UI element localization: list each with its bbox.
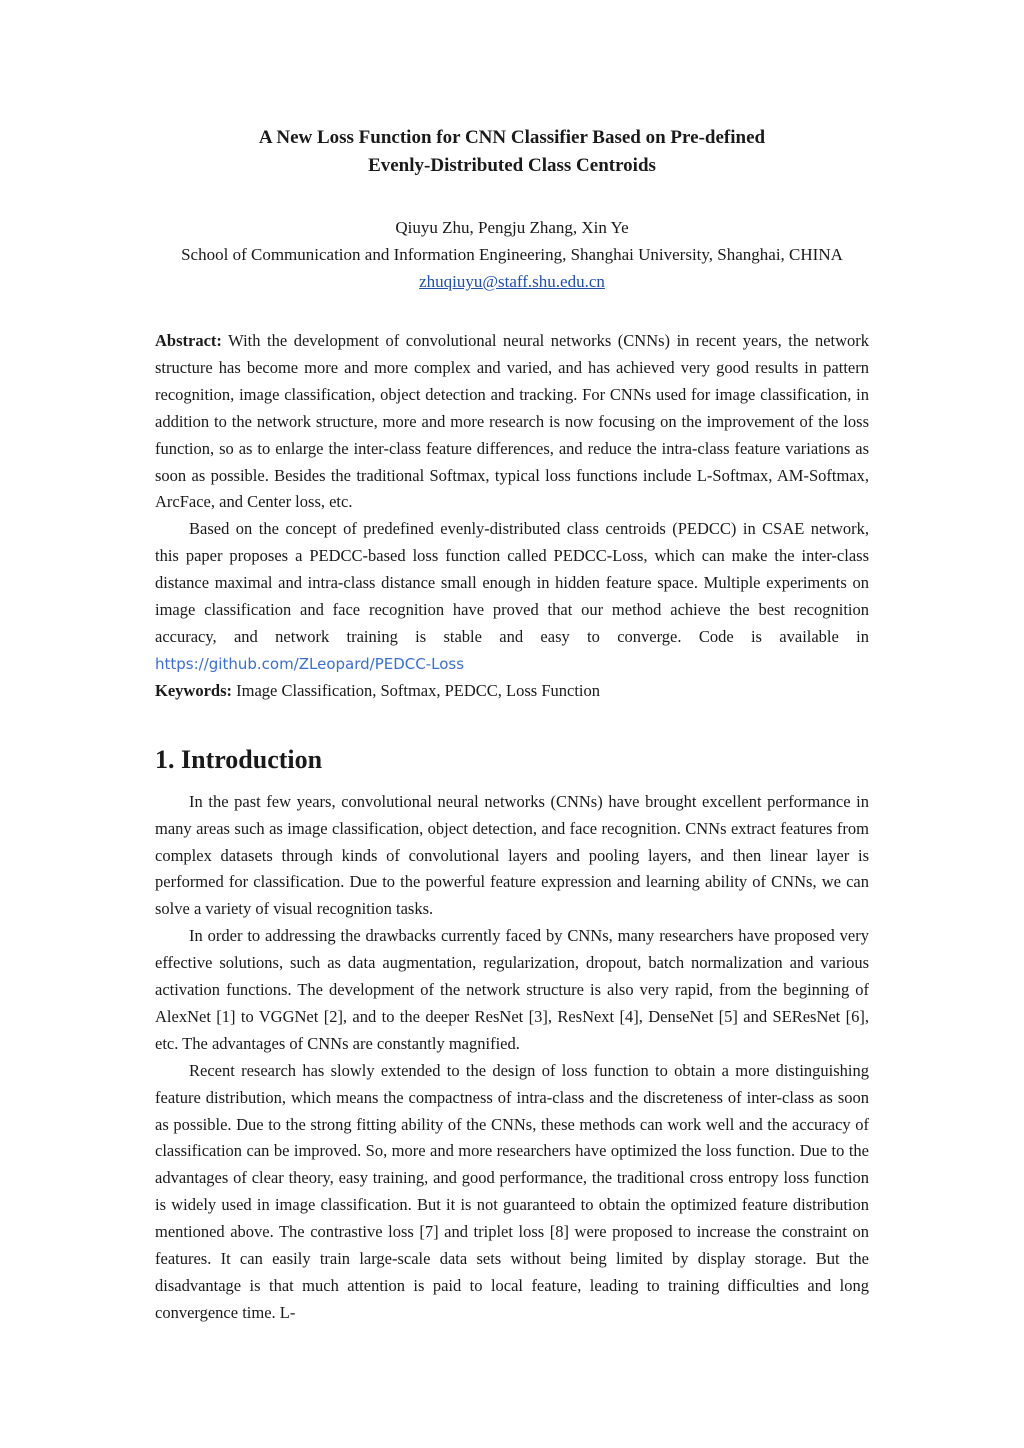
abstract-paragraph-2 bbox=[155, 516, 869, 677]
paper-title bbox=[155, 124, 869, 180]
paper-page bbox=[155, 124, 869, 1327]
keywords-text: Image Classification, Softmax, PEDCC, Loss Function bbox=[232, 680, 601, 700]
code-repository-link[interactable]: https://github.com/ZLeopard/PEDCC-Loss bbox=[155, 654, 465, 673]
introduction-heading: 1. Introduction bbox=[155, 744, 323, 774]
author-names: Qiuyu Zhu, Pengju Zhang, Xin Ye bbox=[395, 218, 629, 237]
abstract-label: Abstract: bbox=[155, 331, 222, 350]
paper-title-line-1: A New Loss Function for CNN Classifier Based on Pre-defined bbox=[258, 127, 766, 148]
abstract-section bbox=[155, 328, 869, 678]
abstract-text-1: With the development of convolutional neural networks (CNNs) in recent years, the network structure has become more and more complex and varied, and has achieved very good results in pattern recognition, image classification, object detection and tracking. For CNNs used for image classification, in addition to the network structure, more and more research is now focusing on the improvement of the loss function, so as to enlarge the inter-class feature differences, and reduce the intra-class feature variations as soon as possible. Besides the traditional Softmax, typical loss functions include L-Softmax, AM-Softmax, ArcFace, and Center loss, etc. bbox=[155, 331, 870, 512]
author-block bbox=[155, 214, 869, 295]
introduction-section bbox=[155, 789, 869, 1327]
keywords-label: Keywords: bbox=[155, 680, 232, 700]
keywords-line bbox=[155, 678, 869, 705]
introduction-paragraph-3: Recent research has slowly extended to the design of loss function to obtain a more distinguishing feature distribution, which means the compactness of intra-class and the discreteness of inter-class as soon as possible. Due to the strong fitting ability of the CNNs, these methods can work well and the accuracy of classification can be improved. So, more and more researchers have optimized the loss function. Due to the advantages of clear theory, easy training, and good performance, the traditional cross entropy loss function is widely used in image classification. But it is not guaranteed to obtain the optimized feature distribution mentioned above. The contrastive loss [7] and triplet loss [8] were proposed to increase the constraint on features. It can easily train large-scale data sets without being limited by display storage. But the disadvantage is that much attention is paid to local feature, leading to training difficulties and long convergence time. L- bbox=[155, 1060, 869, 1322]
paper-title-line-2: Evenly-Distributed Class Centroids bbox=[368, 155, 656, 176]
introduction-paragraph-1: In the past few years, convolutional neural networks (CNNs) have brought excellent performance in many areas such as image classification, object detection, and face recognition. CNNs extract features from complex datasets through kinds of convolutional layers and pooling layers, and then linear layer is performed for classification. Due to the powerful feature expression and learning ability of CNNs, we can solve a variety of visual recognition tasks. bbox=[155, 791, 869, 919]
abstract-paragraph-1 bbox=[155, 328, 869, 516]
author-affiliation: School of Communication and Information Engineering, Shanghai University, Shanghai, CHINA bbox=[181, 245, 843, 264]
abstract-text-2: Based on the concept of predefined evenly-distributed class centroids (PEDCC) in CSAE network, this paper proposes a PEDCC-based loss function called PEDCC-Loss, which can make the inter-class distance maximal and intra-class distance small enough in hidden feature space. Multiple experiments on image classification and face recognition have proved that our method achieve the best recognition accuracy, and network training is stable and easy to converge. Code is available in bbox=[155, 519, 869, 646]
introduction-paragraph-2: In order to addressing the drawbacks currently faced by CNNs, many researchers have proposed very effective solutions, such as data augmentation, regularization, dropout, batch normalization and various activation functions. The development of the network structure is also very rapid, from the beginning of AlexNet [1] to VGGNet [2], and to the deeper ResNet [3], ResNext [4], DenseNet [5] and SEResNet [6], etc. The advantages of CNNs are constantly magnified. bbox=[155, 926, 869, 1053]
author-email-link[interactable]: zhuqiuyu@staff.shu.edu.cn bbox=[419, 272, 605, 291]
